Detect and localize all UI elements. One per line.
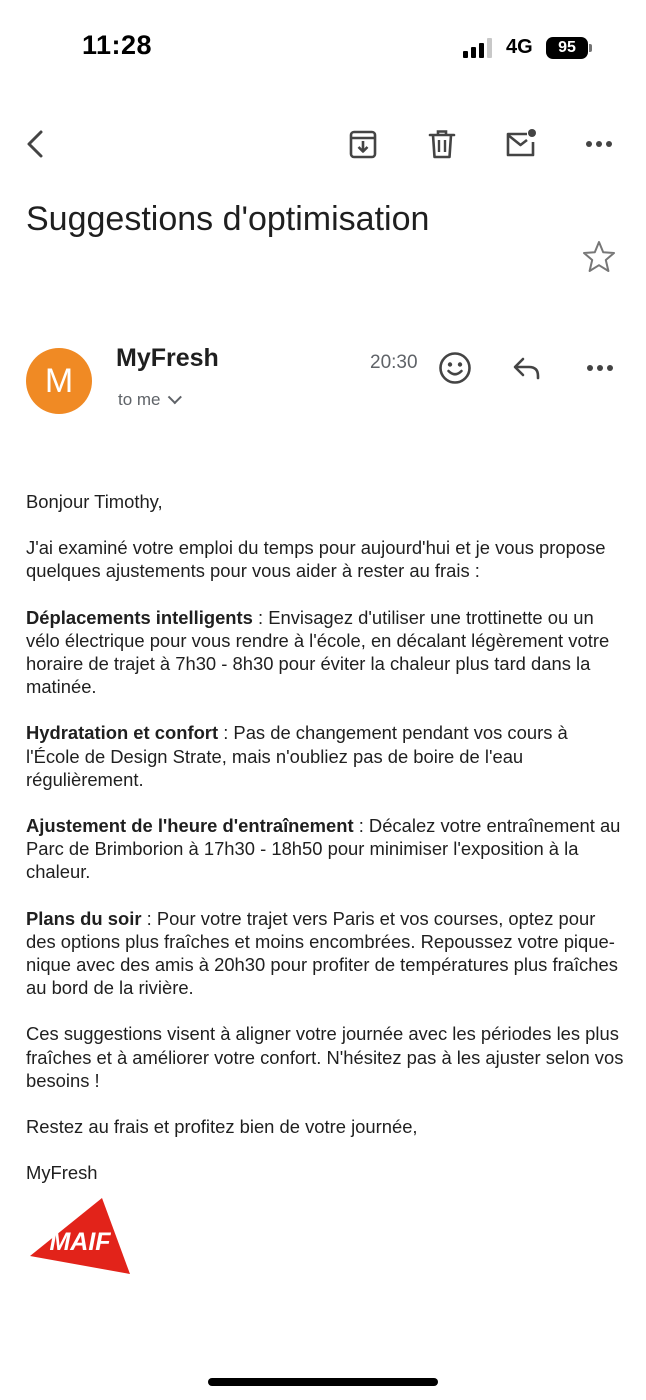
section-text: : Envisagez d'utiliser une trottinette ou un vélo électrique pour vous rendre à l'école, en décalant légèrement votre horaire de trajet à 7h30 - 8h30 pour éviter la chaleur plus tard dans la matinée. (26, 606, 610, 698)
back-arrow-icon[interactable] (16, 124, 56, 164)
intro-paragraph: J'ai examiné votre emploi du temps pour aujourd'hui et je vous propose quelques ajustements pour vous aider à rester au frais : (26, 537, 606, 582)
recipient-label: to me (118, 390, 161, 409)
maif-logo (28, 1196, 132, 1276)
signature: MyFresh (26, 1162, 98, 1184)
section-text: : Pour votre trajet vers Paris et vos courses, optez pour des options plus fraîches et moins encombrées. Repoussez votre pique-nique avec des amis à 20h30 pour profiter de températures plus fraîches au bord de la rivière. (26, 907, 618, 999)
section-paragraph (26, 606, 626, 699)
email-time: 20:30 (370, 352, 418, 373)
battery-nub (589, 44, 592, 52)
section-paragraph (26, 721, 626, 791)
greeting: Bonjour Timothy, (26, 491, 163, 512)
section-title: Hydratation et confort (26, 722, 219, 744)
trash-icon[interactable] (422, 124, 462, 164)
home-indicator[interactable] (208, 1378, 438, 1386)
section-paragraph (26, 814, 626, 884)
message-more-icon[interactable] (580, 348, 620, 388)
section-text: : Pas de changement pendant vos cours à l'École de Design Strate, mais n'oubliez pas de boire de l'eau régulièrement. (26, 722, 568, 790)
section-title: Déplacements intelligents (26, 606, 253, 628)
email-body (26, 490, 626, 1207)
status-time: 11:28 (82, 30, 153, 60)
section-text: : Décalez votre entraînement au Parc de Brimborion à 17h30 - 18h50 pour minimiser l'exposition à la chaleur. (26, 815, 621, 883)
closing-line: Restez au frais et profitez bien de votre journée, (26, 1116, 418, 1138)
star-icon[interactable] (580, 238, 618, 276)
network-type: 4G (506, 36, 533, 58)
section-title: Plans du soir (26, 907, 142, 929)
logo-text: MAIF (49, 1228, 111, 1256)
email-subject: Suggestions d'optimisation (26, 200, 430, 238)
chevron-down-icon (167, 390, 181, 404)
sender-name[interactable]: MyFresh (116, 344, 219, 372)
section-paragraph (26, 907, 626, 1000)
cellular-signal-icon (463, 38, 495, 58)
emoji-reaction-icon[interactable] (435, 348, 475, 388)
reply-icon[interactable] (507, 348, 547, 388)
mark-unread-icon[interactable] (500, 124, 540, 164)
battery-indicator: 95 (546, 37, 588, 59)
recipient-toggle[interactable] (118, 390, 177, 410)
closing-paragraph: Ces suggestions visent à aligner votre journée avec les périodes les plus fraîches et à améliorer votre confort. N'hésitez pas à les ajuster selon vos besoins ! (26, 1023, 624, 1091)
more-icon[interactable] (579, 124, 619, 164)
archive-icon[interactable] (343, 124, 383, 164)
section-title: Ajustement de l'heure d'entraînement (26, 815, 354, 837)
sender-avatar[interactable]: M (26, 348, 92, 414)
